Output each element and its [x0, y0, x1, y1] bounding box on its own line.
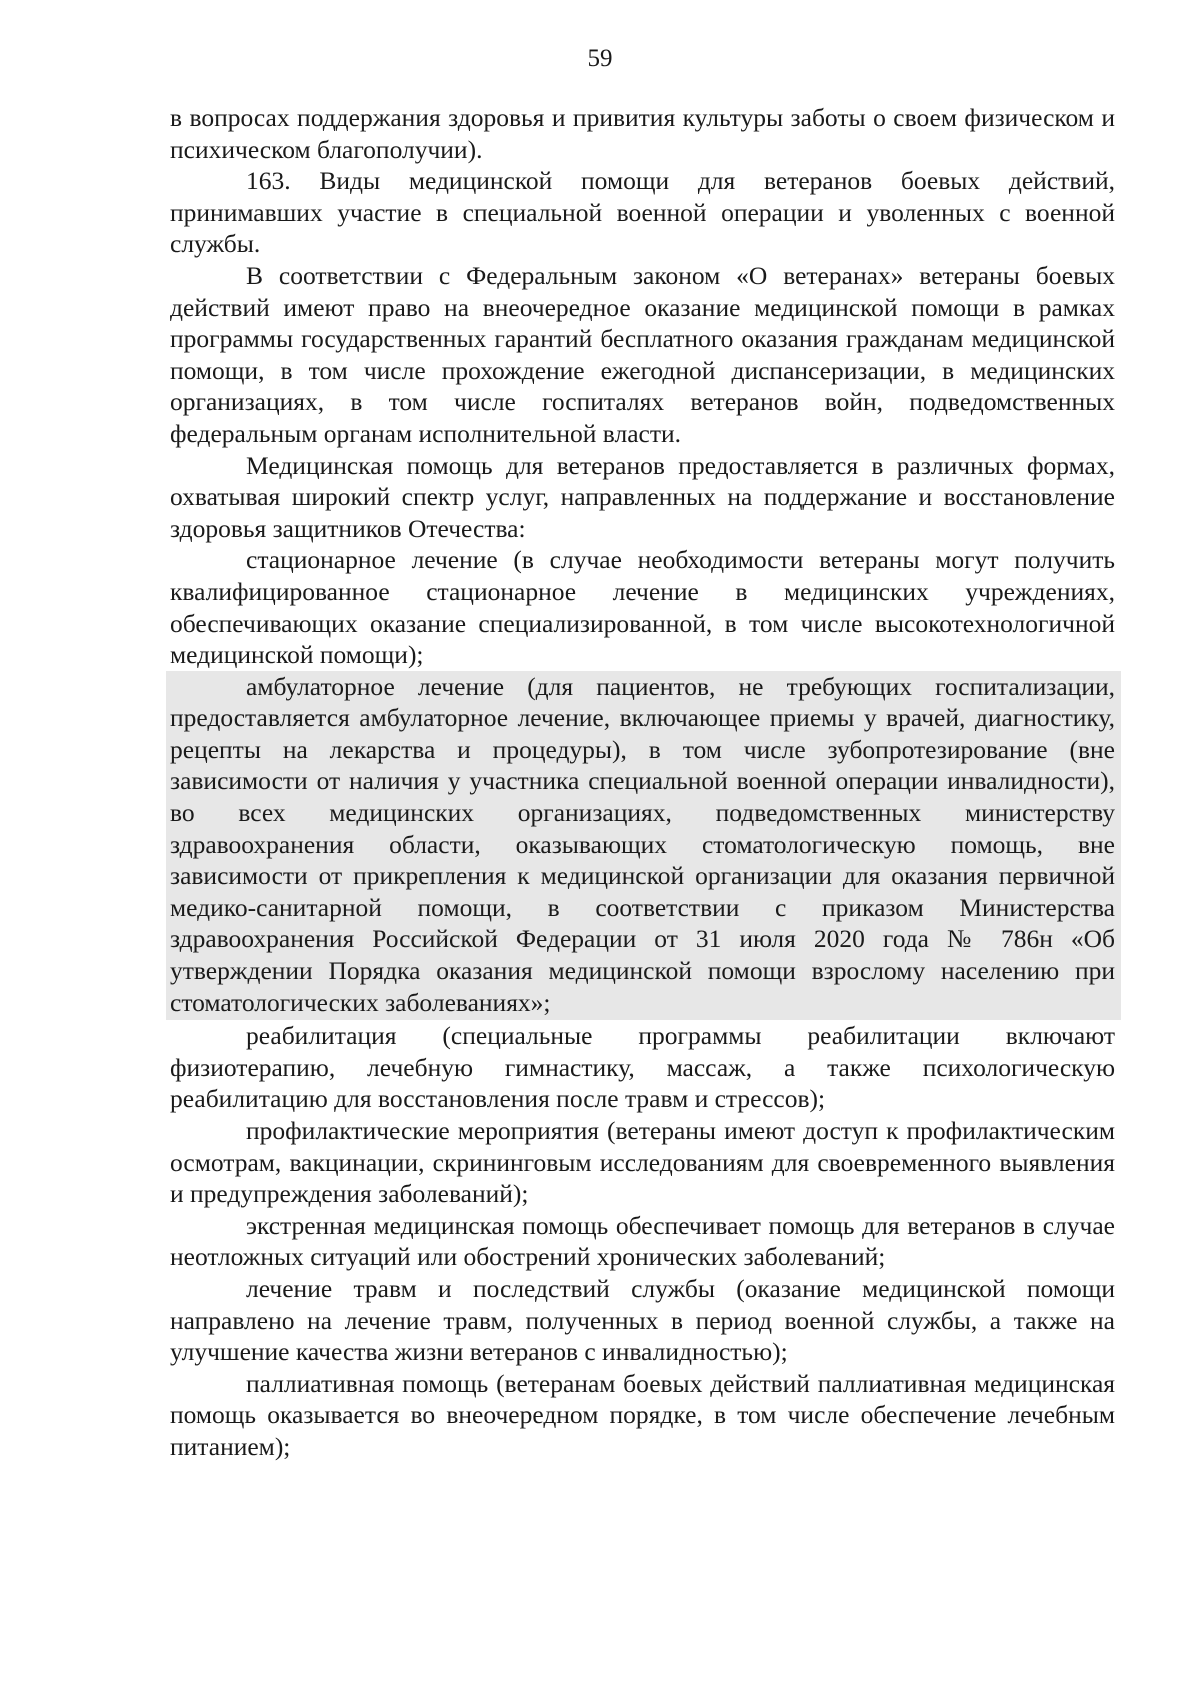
page-number: 59	[587, 45, 613, 72]
list-item-outpatient-highlighted: амбулаторное лечение (для пациентов, не требующих госпитализации, предоставляется амбулаторное лечение, включающее приемы у врачей, диагностику, рецепты на лекарства и процедуры), в том числе зубопротезирование (вне зависимости от наличия у участника специальной военной операции инвалидности), во всех медицинских организациях, подведомственных министерству здравоохранения области, оказывающих стоматологическую помощь, вне зависимости от прикрепления к медицинской организации для оказания первичной медико-санитарной помощи, в соответствии с приказом Министерства здравоохранения Российской Федерации от 31 июля 2020 года № 786н «Об утверждении Порядка оказания медицинской помощи взрослому населению при стоматологических заболеваниях»;	[166, 671, 1121, 1021]
list-item-emergency: экстренная медицинская помощь обеспечивает помощь для ветеранов в случае неотложных ситуаций или обострений хронических заболеваний;	[170, 1210, 1115, 1272]
list-item-palliative: паллиативная помощь (ветеранам боевых действий паллиативная медицинская помощь оказывается во внеочередном порядке, в том числе обеспечение лечебным питанием);	[170, 1368, 1115, 1461]
list-item-inpatient: стационарное лечение (в случае необходимости ветераны могут получить квалифицированное стационарное лечение в медицинских учреждениях, обеспечивающих оказание специализированной, в том числе высокотехнологичной медицинской помощи);	[170, 545, 1115, 670]
document-body	[170, 102, 1115, 1463]
list-item-injury-treatment: лечение травм и последствий службы (оказание медицинской помощи направлено на лечение травм, полученных в период военной службы, а также на улучшение качества жизни ветеранов с инвалидностью);	[170, 1273, 1115, 1367]
section-heading-163: 163. Виды медицинской помощи для ветеранов боевых действий, принимавших участие в специальной военной операции и уволенных с военной службы.	[170, 166, 1115, 259]
paragraph-continuation: в вопросах поддержания здоровья и привития культуры заботы о своем физическом и психическом благополучии).	[170, 103, 1115, 164]
list-item-prevention: профилактические мероприятия (ветераны имеют доступ к профилактическим осмотрам, вакцинации, скрининговым исследованиям для своевременного выявления и предупреждения заболеваний);	[170, 1116, 1115, 1209]
paragraph-veterans-law: В соответствии с Федеральным законом «О ветеранах» ветераны боевых действий имеют право на внеочередное оказание медицинской помощи в рамках программы государственных гарантий бесплатного оказания гражданам медицинской помощи, в том числе прохождение ежегодной диспансеризации, в медицинских организациях, в том числе госпиталях ветеранов войн, подведомственных федеральным органам исполнительной власти.	[170, 260, 1115, 448]
list-item-rehabilitation: реабилитация (специальные программы реабилитации включают физиотерапию, лечебную гимнастику, массаж, а также психологическую реабилитацию для восстановления после травм и стрессов);	[170, 1021, 1115, 1114]
paragraph-care-forms-intro: Медицинская помощь для ветеранов предоставляется в различных формах, охватывая широкий спектр услуг, направленных на поддержание и восстановление здоровья защитников Отечества:	[170, 450, 1115, 543]
